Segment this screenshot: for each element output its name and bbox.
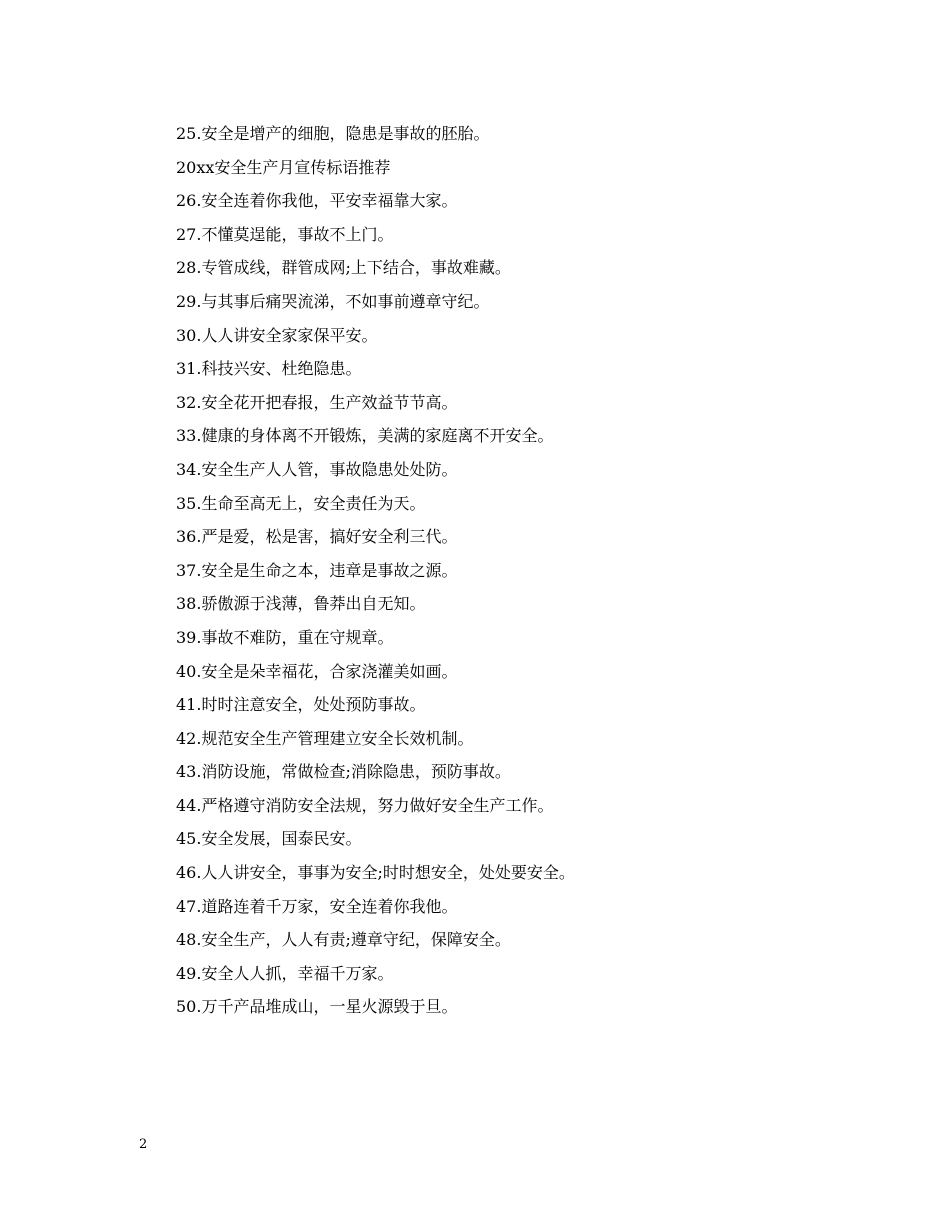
slogan-line: 29.与其事后痛哭流涕，不如事前遵章守纪。 <box>176 291 490 311</box>
slogan-line: 38.骄傲源于浅薄，鲁莽出自无知。 <box>176 594 426 614</box>
slogan-line: 44.严格遵守消防安全法规，努力做好安全生产工作。 <box>176 795 554 815</box>
slogan-line: 41.时时注意安全，处处预防事故。 <box>176 695 426 715</box>
slogan-list <box>176 117 796 1024</box>
slogan-line: 25.安全是增产的细胞，隐患是事故的胚胎。 <box>176 124 490 143</box>
slogan-line: 35.生命至高无上，安全责任为天。 <box>176 493 426 513</box>
slogan-line: 40.安全是朵幸福花，合家浇灌美如画。 <box>176 661 458 681</box>
slogan-line: 36.严是爱，松是害，搞好安全利三代。 <box>176 527 458 547</box>
slogan-line: 45.安全发展，国泰民安。 <box>176 829 362 849</box>
slogan-line: 46.人人讲安全，事事为安全;时时想安全，处处要安全。 <box>176 863 575 883</box>
slogan-line: 48.安全生产，人人有责;遵章守纪，保障安全。 <box>176 930 511 950</box>
slogan-line: 34.安全生产人人管，事故隐患处处防。 <box>176 459 458 479</box>
section-heading: 20xx安全生产月宣传标语推荐 <box>176 157 391 177</box>
slogan-line: 26.安全连着你我他，平安幸福靠大家。 <box>176 191 458 211</box>
slogan-line: 27.不懂莫逞能，事故不上门。 <box>176 224 394 244</box>
slogan-line: 49.安全人人抓，幸福千万家。 <box>176 963 394 983</box>
slogan-line: 31.科技兴安、杜绝隐患。 <box>176 359 362 379</box>
slogan-line: 43.消防设施，常做检查;消除隐患，预防事故。 <box>176 762 511 782</box>
slogan-line: 33.健康的身体离不开锻炼，美满的家庭离不开安全。 <box>176 426 554 446</box>
slogan-line: 50.万千产品堆成山，一星火源毁于旦。 <box>176 997 458 1017</box>
slogan-line: 30.人人讲安全家家保平安。 <box>176 325 378 345</box>
slogan-line: 47.道路连着千万家，安全连着你我他。 <box>176 896 458 916</box>
slogan-line: 37.安全是生命之本，违章是事故之源。 <box>176 560 458 580</box>
slogan-line: 28.专管成线，群管成网;上下结合，事故难藏。 <box>176 258 511 278</box>
slogan-line: 42.规范安全生产管理建立安全长效机制。 <box>176 728 474 748</box>
slogan-line: 39.事故不难防，重在守规章。 <box>176 627 394 647</box>
page-number: 2 <box>139 1137 148 1152</box>
slogan-line: 32.安全花开把春报，生产效益节节高。 <box>176 392 458 412</box>
